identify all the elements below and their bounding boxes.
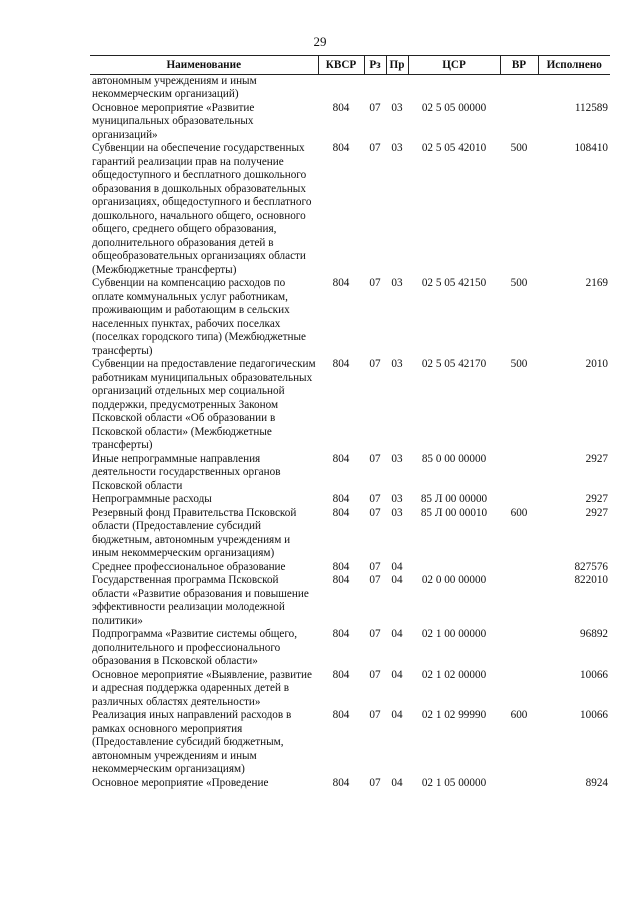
row-pr: 03 bbox=[391, 506, 403, 519]
table-row bbox=[90, 102, 610, 143]
row-amount: 8924 bbox=[585, 776, 608, 789]
row-rz: 07 bbox=[369, 574, 381, 586]
row-amount: 2010 bbox=[585, 358, 608, 370]
row-rz: 07 bbox=[369, 668, 381, 681]
row-name: Субвенции на обеспечение государственных гарантий реализации прав на получение общедоступного и бесплатного дошкольного образования в дошкольных образовательных организациях, общедоступного и бесплатного дошкольного, начального общего, основного общего, среднего общего образования, дополнительного образования детей в общеобразовательных организациях области (Межбюджетные трансферты) bbox=[92, 142, 312, 276]
row-pr bbox=[386, 74, 408, 102]
row-rz: 07 bbox=[369, 628, 381, 640]
row-vr bbox=[500, 102, 538, 143]
row-csr bbox=[408, 74, 500, 102]
row-name: Реализация иных направлений расходов в рамках основного мероприятия (Предоставление субсидий бюджетным, автономным учреждениям и иным некоммерческим организациям) bbox=[92, 709, 292, 775]
row-vr: 500 bbox=[510, 142, 528, 154]
row-kvsr: 804 bbox=[332, 628, 350, 640]
row-kvsr: 804 bbox=[332, 101, 350, 114]
row-kvsr: 804 bbox=[332, 452, 350, 465]
row-csr: 02 5 05 42010 bbox=[421, 142, 487, 154]
header-name: Наименование bbox=[90, 56, 318, 75]
row-kvsr bbox=[318, 74, 364, 102]
row-pr: 03 bbox=[391, 101, 403, 114]
row-rz: 07 bbox=[369, 277, 381, 289]
row-pr: 04 bbox=[391, 574, 403, 586]
header-vr: ВР bbox=[500, 56, 538, 75]
row-amount: 2927 bbox=[585, 506, 608, 519]
row-csr bbox=[408, 561, 500, 575]
row-csr: 02 5 05 42170 bbox=[421, 358, 487, 370]
row-csr: 02 1 02 99990 bbox=[421, 709, 487, 721]
table-row bbox=[90, 493, 610, 507]
row-amount: 827576 bbox=[574, 560, 608, 573]
budget-table bbox=[90, 55, 610, 790]
row-pr: 04 bbox=[391, 668, 403, 681]
row-rz: 07 bbox=[369, 358, 381, 370]
row-vr bbox=[500, 669, 538, 710]
row-csr: 02 1 05 00000 bbox=[421, 776, 487, 789]
row-name: автономным учреждениям и иным некоммерческим организаций) bbox=[92, 74, 257, 100]
header-pr: Пр bbox=[386, 56, 408, 75]
row-kvsr: 804 bbox=[332, 358, 350, 370]
row-amount: 108410 bbox=[574, 142, 608, 154]
row-vr bbox=[500, 628, 538, 669]
table-body bbox=[90, 74, 610, 790]
table-header-row bbox=[90, 56, 610, 75]
row-name: Среднее профессиональное образование bbox=[92, 560, 286, 573]
row-vr bbox=[500, 561, 538, 575]
row-csr: 85 Л 00 00010 bbox=[420, 506, 488, 519]
row-name: Резервный фонд Правительства Псковской области (Предоставление субсидий бюджетным, автономным учреждениям и иным некоммерческим организациям) bbox=[92, 506, 297, 559]
table-row bbox=[90, 358, 610, 453]
row-kvsr: 804 bbox=[332, 493, 350, 505]
row-csr: 02 1 02 00000 bbox=[421, 668, 487, 681]
row-vr: 600 bbox=[510, 506, 528, 519]
row-name: Государственная программа Псковской области «Развитие образования и повышение эффективности реализации молодежной политики» bbox=[92, 574, 309, 627]
row-name: Субвенции на предоставление педагогическим работникам муниципальных образовательных организаций отдельных мер социальной поддержки, предусмотренных Законом Псковской области «Об образовании в Псковской области» (Межбюджетные трансферты) bbox=[92, 358, 316, 451]
row-kvsr: 804 bbox=[332, 668, 350, 681]
row-rz: 07 bbox=[369, 493, 381, 505]
table-row bbox=[90, 277, 610, 358]
row-pr: 04 bbox=[391, 709, 403, 721]
table-row bbox=[90, 74, 610, 102]
row-vr bbox=[500, 74, 538, 102]
table-row bbox=[90, 142, 610, 277]
row-rz: 07 bbox=[369, 560, 381, 573]
row-name: Подпрограмма «Развитие системы общего, дополнительного и профессионального образования в Псковской области» bbox=[92, 628, 298, 667]
row-kvsr: 804 bbox=[332, 142, 350, 154]
row-rz: 07 bbox=[369, 709, 381, 721]
row-name: Основное мероприятие «Выявление, развитие и адресная поддержка одаренных детей в различных областях деятельности» bbox=[92, 668, 312, 708]
row-pr: 03 bbox=[391, 493, 403, 505]
row-amount: 10066 bbox=[580, 668, 608, 681]
table-row bbox=[90, 561, 610, 575]
table-row bbox=[90, 669, 610, 710]
row-amount: 10066 bbox=[580, 709, 608, 721]
row-csr: 02 1 00 00000 bbox=[421, 628, 487, 640]
row-kvsr: 804 bbox=[332, 506, 350, 519]
row-rz: 07 bbox=[369, 506, 381, 519]
row-pr: 04 bbox=[391, 776, 403, 789]
row-pr: 03 bbox=[391, 277, 403, 289]
row-name: Иные непрограммные направления деятельности государственных органов Псковской области bbox=[92, 452, 281, 492]
row-csr: 85 0 00 00000 bbox=[421, 452, 487, 465]
header-rz: Рз bbox=[364, 56, 386, 75]
row-kvsr: 804 bbox=[332, 560, 350, 573]
row-name: Основное мероприятие «Проведение bbox=[92, 776, 269, 789]
header-kvsr: КВСР bbox=[318, 56, 364, 75]
row-kvsr: 804 bbox=[332, 277, 350, 289]
row-rz: 07 bbox=[369, 101, 381, 114]
row-vr: 600 bbox=[510, 709, 528, 721]
row-rz bbox=[364, 74, 386, 102]
row-csr: 85 Л 00 00000 bbox=[420, 493, 488, 505]
row-name: Непрограммные расходы bbox=[92, 493, 212, 505]
row-pr: 04 bbox=[391, 628, 403, 640]
table-row bbox=[90, 628, 610, 669]
row-name: Субвенции на компенсацию расходов по оплате коммунальных услуг работникам, проживающим и работающим в сельских населенных пунктах, рабочих поселках (поселках городского типа) (Межбюджетные трансферты) bbox=[92, 277, 306, 357]
row-amount: 96892 bbox=[580, 628, 608, 640]
row-amount: 2169 bbox=[585, 277, 608, 289]
row-rz: 07 bbox=[369, 142, 381, 154]
row-rz: 07 bbox=[369, 776, 381, 789]
row-csr: 02 0 00 00000 bbox=[421, 574, 487, 586]
table-row bbox=[90, 453, 610, 494]
row-vr bbox=[500, 493, 538, 507]
row-kvsr: 804 bbox=[332, 776, 350, 789]
row-pr: 03 bbox=[391, 358, 403, 370]
row-vr: 500 bbox=[510, 277, 528, 289]
row-pr: 03 bbox=[391, 452, 403, 465]
row-kvsr: 804 bbox=[332, 709, 350, 721]
table-row bbox=[90, 574, 610, 628]
table-row bbox=[90, 777, 610, 791]
row-rz: 07 bbox=[369, 452, 381, 465]
row-vr bbox=[500, 453, 538, 494]
row-amount: 2927 bbox=[585, 493, 608, 505]
row-csr: 02 5 05 00000 bbox=[421, 101, 487, 114]
row-pr: 04 bbox=[391, 560, 403, 573]
row-amount: 112589 bbox=[574, 101, 608, 114]
row-vr bbox=[500, 574, 538, 628]
row-amount: 822010 bbox=[574, 574, 608, 586]
row-vr bbox=[500, 777, 538, 791]
table-row bbox=[90, 709, 610, 777]
row-amount: 2927 bbox=[585, 452, 608, 465]
table-row bbox=[90, 507, 610, 561]
row-amount bbox=[538, 74, 610, 102]
page-number: 29 bbox=[313, 34, 327, 49]
header-executed: Исполнено bbox=[538, 56, 610, 75]
row-vr: 500 bbox=[510, 358, 528, 370]
row-name: Основное мероприятие «Развитие муниципальных образовательных организаций» bbox=[92, 101, 255, 141]
row-csr: 02 5 05 42150 bbox=[421, 277, 487, 289]
row-pr: 03 bbox=[391, 142, 403, 154]
row-kvsr: 804 bbox=[332, 574, 350, 586]
header-csr: ЦСР bbox=[408, 56, 500, 75]
